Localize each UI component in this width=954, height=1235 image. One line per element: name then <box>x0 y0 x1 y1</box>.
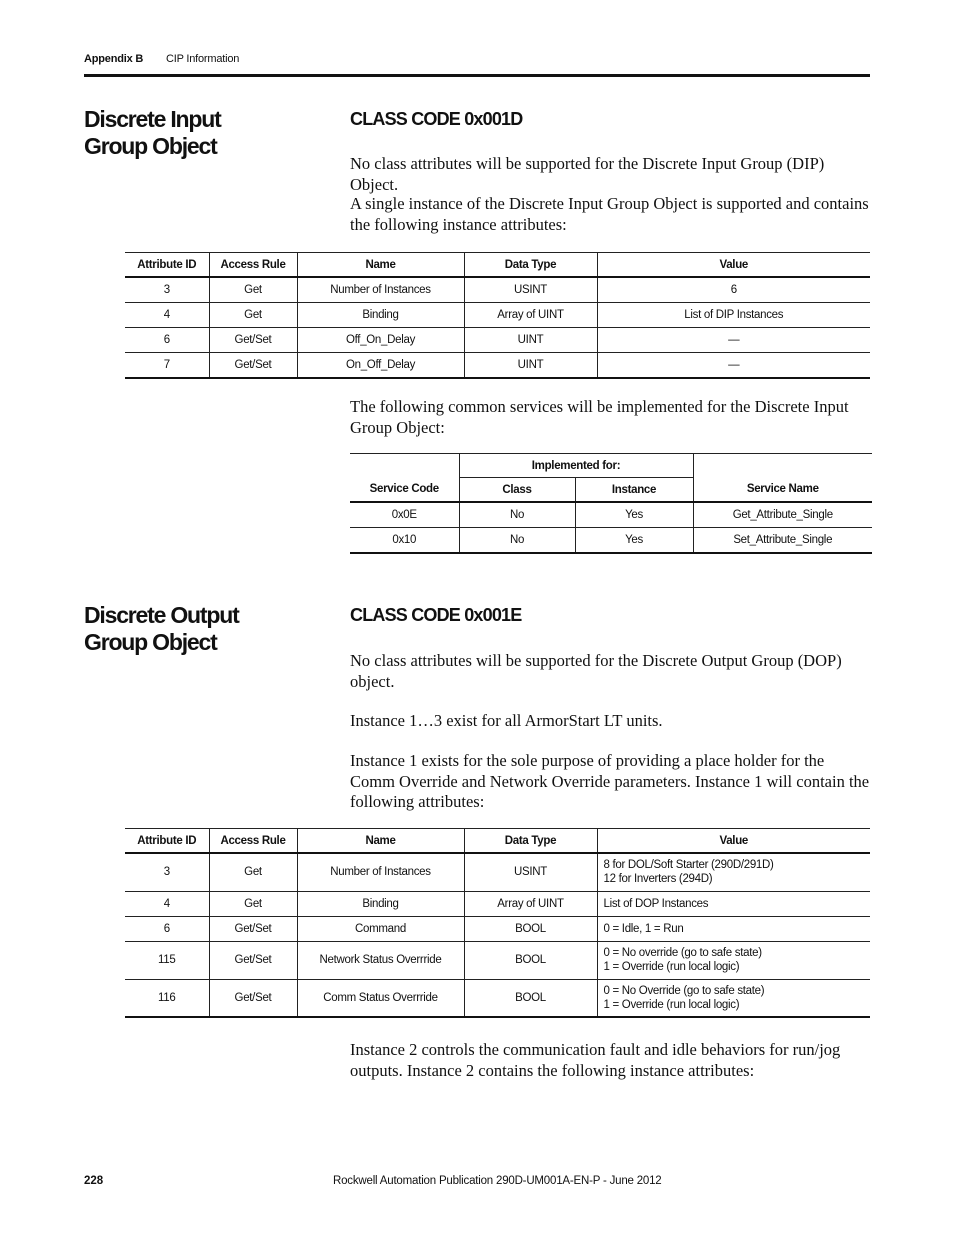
dop-class-code: CLASS CODE 0x001E <box>350 605 522 625</box>
table-row <box>125 277 870 303</box>
dip-section-title <box>84 106 221 160</box>
cell: Comm Status Overrride <box>297 979 464 1017</box>
cell: 7 <box>125 353 209 379</box>
table-row <box>350 528 872 554</box>
cell: UINT <box>464 353 597 379</box>
cell <box>597 979 870 1017</box>
dip-services-table <box>350 453 872 554</box>
cell: 4 <box>125 891 209 916</box>
cell: Array of UINT <box>464 303 597 328</box>
cell: Off_On_Delay <box>297 328 464 353</box>
table-row <box>125 353 870 379</box>
page-number: 228 <box>84 1175 104 1187</box>
cell: 0 = Idle, 1 = Run <box>597 916 870 941</box>
col-class: Class <box>459 478 575 503</box>
cell: 116 <box>125 979 209 1017</box>
dop-para-1: No class attributes will be supported for the Discrete Output Group (DOP) object. <box>350 651 842 691</box>
cell: List of DOP Instances <box>597 891 870 916</box>
cell: USINT <box>464 277 597 303</box>
cell: Get <box>209 853 297 891</box>
cell: USINT <box>464 853 597 891</box>
dip-para-1: No class attributes will be supported for the Discrete Input Group (DIP) Object. <box>350 154 825 194</box>
cell: — <box>597 328 870 353</box>
table-row <box>125 916 870 941</box>
col-name: Name <box>297 253 464 278</box>
cell: Get/Set <box>209 916 297 941</box>
cell: Binding <box>297 303 464 328</box>
dip-para-2: A single instance of the Discrete Input Group Object is supported and contains the following instance attributes: <box>350 194 869 234</box>
cell: Get/Set <box>209 328 297 353</box>
value-line: 1 = Override (run local logic) <box>603 998 740 1011</box>
col-access-rule: Access Rule <box>209 829 297 854</box>
col-implemented-for: Implemented for: <box>459 454 693 478</box>
table-row <box>125 891 870 916</box>
table-row <box>125 303 870 328</box>
cell: UINT <box>464 328 597 353</box>
running-header <box>84 53 239 65</box>
cell: 6 <box>597 277 870 303</box>
cell: Binding <box>297 891 464 916</box>
cell: Get_Attribute_Single <box>693 502 872 528</box>
cell: 0x10 <box>350 528 459 554</box>
cell: Number of Instances <box>297 277 464 303</box>
cell: Get/Set <box>209 353 297 379</box>
table-row <box>350 502 872 528</box>
table-row <box>125 853 870 891</box>
header-rule <box>84 74 870 77</box>
col-data-type: Data Type <box>464 253 597 278</box>
table-row <box>125 328 870 353</box>
table-header-row <box>350 454 872 478</box>
cell: 0x0E <box>350 502 459 528</box>
cell: Array of UINT <box>464 891 597 916</box>
cell: 3 <box>125 277 209 303</box>
col-instance: Instance <box>575 478 693 503</box>
table-header-row <box>125 253 870 278</box>
dip-class-code: CLASS CODE 0x001D <box>350 109 523 129</box>
cell: — <box>597 353 870 379</box>
table-row <box>125 979 870 1017</box>
publication-info: Rockwell Automation Publication 290D-UM001A-EN-P - June 2012 <box>333 1175 662 1187</box>
cell: Yes <box>575 502 693 528</box>
table-row <box>125 941 870 979</box>
value-line: 0 = No Override (go to safe state) <box>603 984 765 997</box>
cell: Get <box>209 891 297 916</box>
cell: List of DIP Instances <box>597 303 870 328</box>
cell: On_Off_Delay <box>297 353 464 379</box>
cell: No <box>459 502 575 528</box>
dop-title-line2: Group Object <box>84 629 217 655</box>
cell: 115 <box>125 941 209 979</box>
col-value: Value <box>597 253 870 278</box>
value-line: 1 = Override (run local logic) <box>603 961 740 973</box>
col-value: Value <box>597 829 870 854</box>
col-service-code: Service Code <box>350 454 459 503</box>
dip-attribute-table <box>125 252 870 379</box>
cell <box>597 853 870 891</box>
col-attribute-id: Attribute ID <box>125 829 209 854</box>
cell: Number of Instances <box>297 853 464 891</box>
col-access-rule: Access Rule <box>209 253 297 278</box>
cell: 4 <box>125 303 209 328</box>
cell: 6 <box>125 916 209 941</box>
dip-title-line1: Discrete Input <box>84 106 221 132</box>
cell: Get/Set <box>209 941 297 979</box>
cell: Network Status Overrride <box>297 941 464 979</box>
cell: 3 <box>125 853 209 891</box>
header-section: CIP Information <box>165 53 240 65</box>
cell: BOOL <box>464 979 597 1017</box>
col-name: Name <box>297 829 464 854</box>
col-data-type: Data Type <box>464 829 597 854</box>
value-line: 8 for DOL/Soft Starter (290D/291D) <box>603 859 774 872</box>
value-line: 0 = No override (go to safe state) <box>603 947 762 959</box>
dip-para-3: The following common services will be implemented for the Discrete Input Group Object: <box>350 397 849 437</box>
dop-para-2: Instance 1…3 exist for all ArmorStart LT units. <box>350 711 663 730</box>
cell <box>597 941 870 979</box>
cell: 6 <box>125 328 209 353</box>
col-attribute-id: Attribute ID <box>125 253 209 278</box>
cell: Get/Set <box>209 979 297 1017</box>
cell: BOOL <box>464 916 597 941</box>
col-service-name: Service Name <box>693 454 872 503</box>
cell: BOOL <box>464 941 597 979</box>
cell: No <box>459 528 575 554</box>
dop-para-3: Instance 1 exists for the sole purpose of providing a place holder for the Comm Override and Network Override parameters. Instance 1 will contain the following attributes: <box>350 751 870 811</box>
cell: Yes <box>575 528 693 554</box>
cell: Get <box>209 303 297 328</box>
cell: Command <box>297 916 464 941</box>
header-appendix: Appendix B <box>84 53 144 65</box>
table-header-row <box>125 829 870 854</box>
dip-title-line2: Group Object <box>84 133 217 159</box>
dop-title-line1: Discrete Output <box>84 602 239 628</box>
dop-section-title <box>84 602 239 656</box>
dop-para-4: Instance 2 controls the communication fault and idle behaviors for run/jog outputs. Instance 2 contains the following instance attributes: <box>350 1040 841 1080</box>
cell: Get <box>209 277 297 303</box>
cell: Set_Attribute_Single <box>693 528 872 554</box>
value-line: 12 for Inverters (294D) <box>603 873 713 886</box>
dop-attribute-table <box>125 828 870 1018</box>
